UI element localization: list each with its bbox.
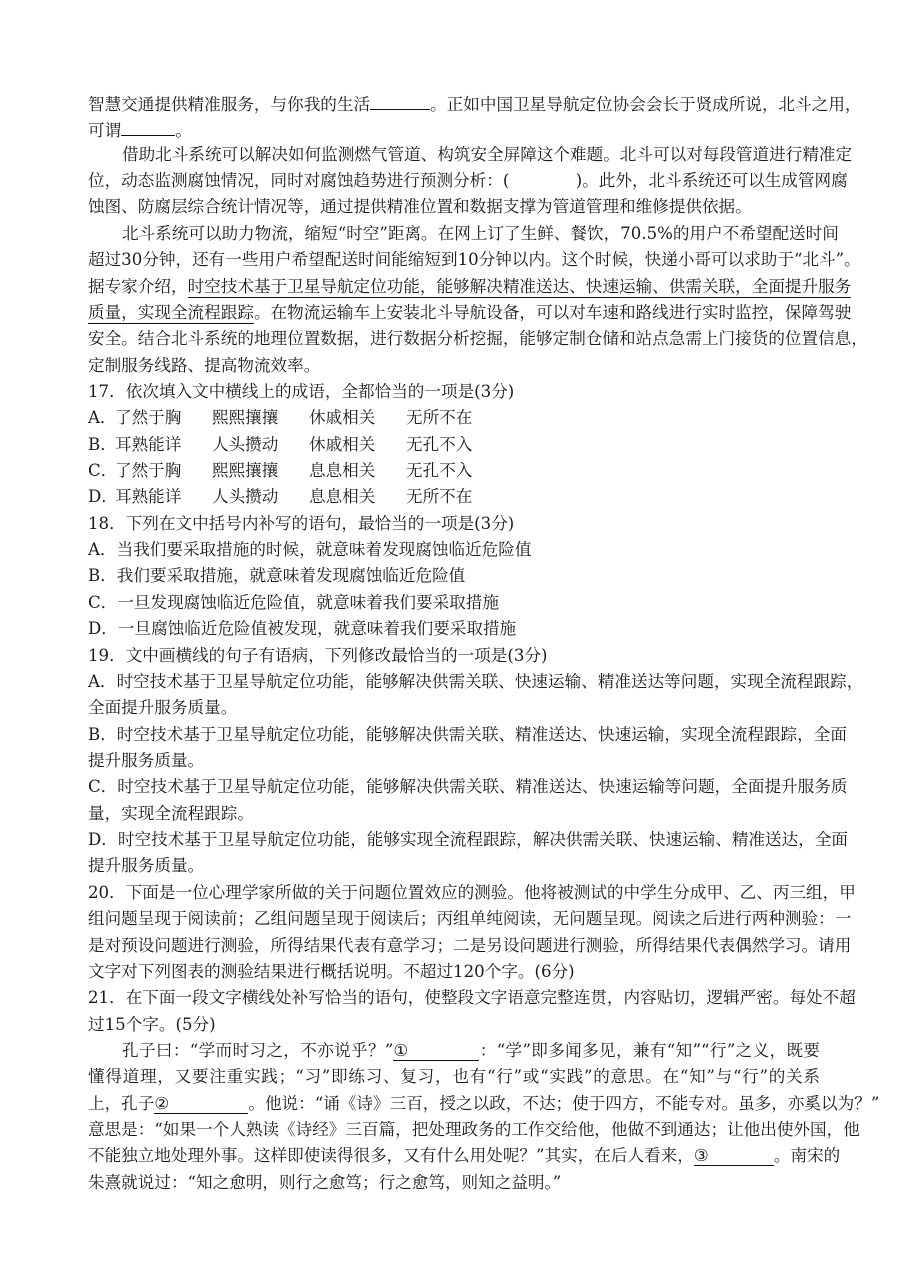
text-line [88,748,820,774]
text-run: C．时空技术基于卫星导航定位功能，能够解决供需关联、精准送达、快速运输等问题，全面提升服务质 [88,777,848,797]
text-line [88,933,852,959]
option-idiom: 耳熟能详 [115,434,182,454]
option-idiom: 无孔不入 [406,434,473,454]
text-run: D．一旦腐蚀临近危险值被发现，就意味着我们要采取措施 [88,619,517,639]
text-line [88,1143,841,1169]
text-run: 17．依次填入文中横线上的成语，全都恰当的一项是(3分) [88,381,515,401]
text-line [88,643,820,669]
text-run: 懂得道理，又要注重实践；“习”即练习、复习，也有“行”或“实践”的意思。在“知”与“行”的关系 [88,1067,820,1087]
text-run: A．时空技术基于卫星导航定位功能，能够解决供需关联、快速运输、精准送达等问题，实现全流程跟踪， [88,671,864,691]
text-run: 。在物流运输车上安装北斗导航设备，可以对车速和路线进行实时监控，保障驾驶 [253,302,852,322]
text-line [88,669,864,695]
underlined-sentence: 质量，实现全流程跟踪 [88,302,254,322]
text-line [88,827,849,853]
text-run: 位，动态监测腐蚀情况，同时对腐蚀趋势进行预测分析：( )。此外，北斗系统还可以生成管网腐 [88,171,848,191]
text-run: 组问题呈现于阅读前；乙组问题呈现于阅读后；丙组单纯阅读，无问题呈现。阅读之后进行两种测验：一 [88,909,852,929]
text-run: 18．下列在文中括号内补写的语句，最恰当的一项是(3分) [88,513,515,533]
text-line [88,1038,820,1064]
text-line [88,1117,860,1143]
text-run: 孔子曰：“学而时习之，不亦说乎？” [122,1040,394,1060]
text-line [88,616,820,642]
text-run: 过15个字。(5分) [88,1014,216,1034]
option-idiom: 无所不在 [406,487,473,507]
option-label: D． [88,487,118,507]
text-line [88,906,852,932]
text-run: 蚀图、防腐层综合统计情况等，通过提供精准位置和数据支撑为管道管理和维修提供依据。 [88,197,752,217]
fill-in-blank[interactable] [121,115,175,136]
text-run: 。南宋的 [773,1146,841,1166]
text-line [88,221,839,247]
option-idiom: 无孔不入 [406,461,473,481]
text-line [88,853,820,879]
underlined-sentence: 时空技术基于卫星导航定位功能，能够解决精准送达、快速运输、供需关联，全面提升服务 [187,276,852,296]
option-idiom: 息息相关 [309,487,376,507]
option-label: C． [88,461,118,481]
text-line [88,695,820,721]
text-line [88,537,820,563]
text-line [88,880,856,906]
text-run: C．一旦发现腐蚀临近危险值，就意味着我们要采取措施 [88,592,499,612]
text-line [88,1064,820,1090]
text-run: 是对预设问题进行测验，所得结果代表有意学习；二是另设问题进行测验，所得结果代表偶然学习。请用 [88,935,852,955]
text-run: B．我们要采取措施，就意味着发现腐蚀临近危险值 [88,566,466,586]
option-idiom: 无所不在 [406,408,473,428]
answer-option-row [88,405,820,431]
text-line [88,89,862,115]
text-line [88,801,820,827]
option-idiom: 了然于胸 [115,408,182,428]
fill-in-blank[interactable]: ② [154,1093,248,1114]
option-idiom: 熙熙攘攘 [212,408,279,428]
text-line [88,1091,880,1117]
text-run: 智慧交通提供精准服务，与你我的生活 [88,95,371,114]
text-line [88,774,848,800]
fill-in-blank[interactable]: ① [393,1040,479,1061]
text-run: ：“学”即多闻多见，兼有“知”“行”之义，既要 [479,1040,820,1060]
text-run: 20．下面是一位心理学家所做的关于问题位置效应的测验。他将被测试的中学生分成甲、乙、丙三组，甲 [88,882,856,902]
text-run: 量，实现全流程跟踪。 [88,803,254,823]
text-line [88,563,820,589]
text-run: 安全。结合北斗系统的地理位置数据，进行数据分析挖掘，能够定制仓储和站点急需上门接货的位置信息， [88,329,868,349]
text-run: 定制服务线路、提高物流效率。 [88,355,321,375]
text-line [88,115,820,141]
text-run: 不能独立地处理外事。这样即使读得很多，又有什么用处呢？”其实，在后人看来， [88,1146,694,1166]
option-idiom: 了然于胸 [115,461,182,481]
text-run: 上，孔子 [88,1093,155,1113]
text-run: 全面提升服务质量。 [88,698,238,718]
text-run: 据专家介绍， [88,276,188,296]
answer-option-row [88,458,820,484]
option-label: B． [88,434,117,454]
text-line [88,194,820,220]
option-idiom: 人头攒动 [212,487,279,507]
text-line [88,722,847,748]
text-run: 北斗系统可以助力物流，缩短“时空”距离。在网上订了生鲜、餐饮，70.5%的用户不希望配送时间 [122,223,839,243]
text-run: 超过30分钟，还有一些用户希望配送时间能缩短到10分钟以内。这个时候，快递小哥可以求助于“北斗”。 [88,250,861,270]
text-line [88,1012,820,1038]
text-run: 。他说：“诵《诗》三百，授之以政，不达；使于四方，不能专对。虽多，亦奚以为？” [248,1093,880,1113]
text-line [88,511,820,537]
exam-page [88,89,880,1196]
option-idiom: 熙熙攘攘 [212,461,279,481]
text-run: 朱熹就说过：“知之愈明，则行之愈笃；行之愈笃，则知之益明。” [88,1172,562,1192]
text-line [88,326,868,352]
text-run: 。正如中国卫星导航定位协会会长于贤成所说，北斗之用， [430,95,862,114]
option-idiom: 耳熟能详 [115,487,182,507]
text-line [88,590,820,616]
text-line [88,353,820,379]
answer-option-row [88,432,820,458]
answer-option-row [88,484,820,510]
text-run: 借助北斗系统可以解决如何监测燃气管道、构筑安全屏障这个难题。北斗可以对每段管道进行精准定 [122,144,853,164]
text-run: 提升服务质量。 [88,856,205,876]
text-run: 21．在下面一段文字横线处补写恰当的语句，使整段文字语意完整连贯，内容贴切，逻辑严密。每处不超 [88,988,856,1008]
text-run: A．当我们要采取措施的时候，就意味着发现腐蚀临近危险值 [88,540,532,560]
text-line [88,379,820,405]
text-line [88,274,852,300]
fill-in-blank[interactable]: ③ [694,1145,774,1166]
text-line [88,1170,820,1196]
text-line [88,168,848,194]
text-run: 意思是：“如果一个人熟读《诗经》三百篇，把处理政务的工作交给他，他做不到通达；让他出使外国，他 [88,1120,860,1140]
text-run: 文字对下列图表的测验结果进行概括说明。不超过120个字。(6分) [88,961,575,981]
option-idiom: 人头攒动 [212,434,279,454]
text-line [88,247,861,273]
text-run: 。 [175,121,192,141]
text-run: 提升服务质量。 [88,750,205,770]
option-idiom: 息息相关 [309,461,376,481]
option-idiom: 休戚相关 [309,408,376,428]
text-run: B．时空技术基于卫星导航定位功能，能够解决供需关联、精准送达、快速运输，实现全流程跟踪，全面 [88,724,847,744]
option-label: A． [88,408,117,428]
text-line [88,959,820,985]
text-line [88,300,852,326]
text-line [88,142,853,168]
option-idiom: 休戚相关 [309,434,376,454]
text-run: D．时空技术基于卫星导航定位功能，能够实现全流程跟踪，解决供需关联、快速运输、精准送达，全面 [88,830,849,850]
text-line [88,985,856,1011]
fill-in-blank[interactable] [370,89,430,110]
text-run: 可谓 [88,121,122,141]
text-run: 19．文中画横线的句子有语病，下列修改最恰当的一项是(3分) [88,645,548,665]
